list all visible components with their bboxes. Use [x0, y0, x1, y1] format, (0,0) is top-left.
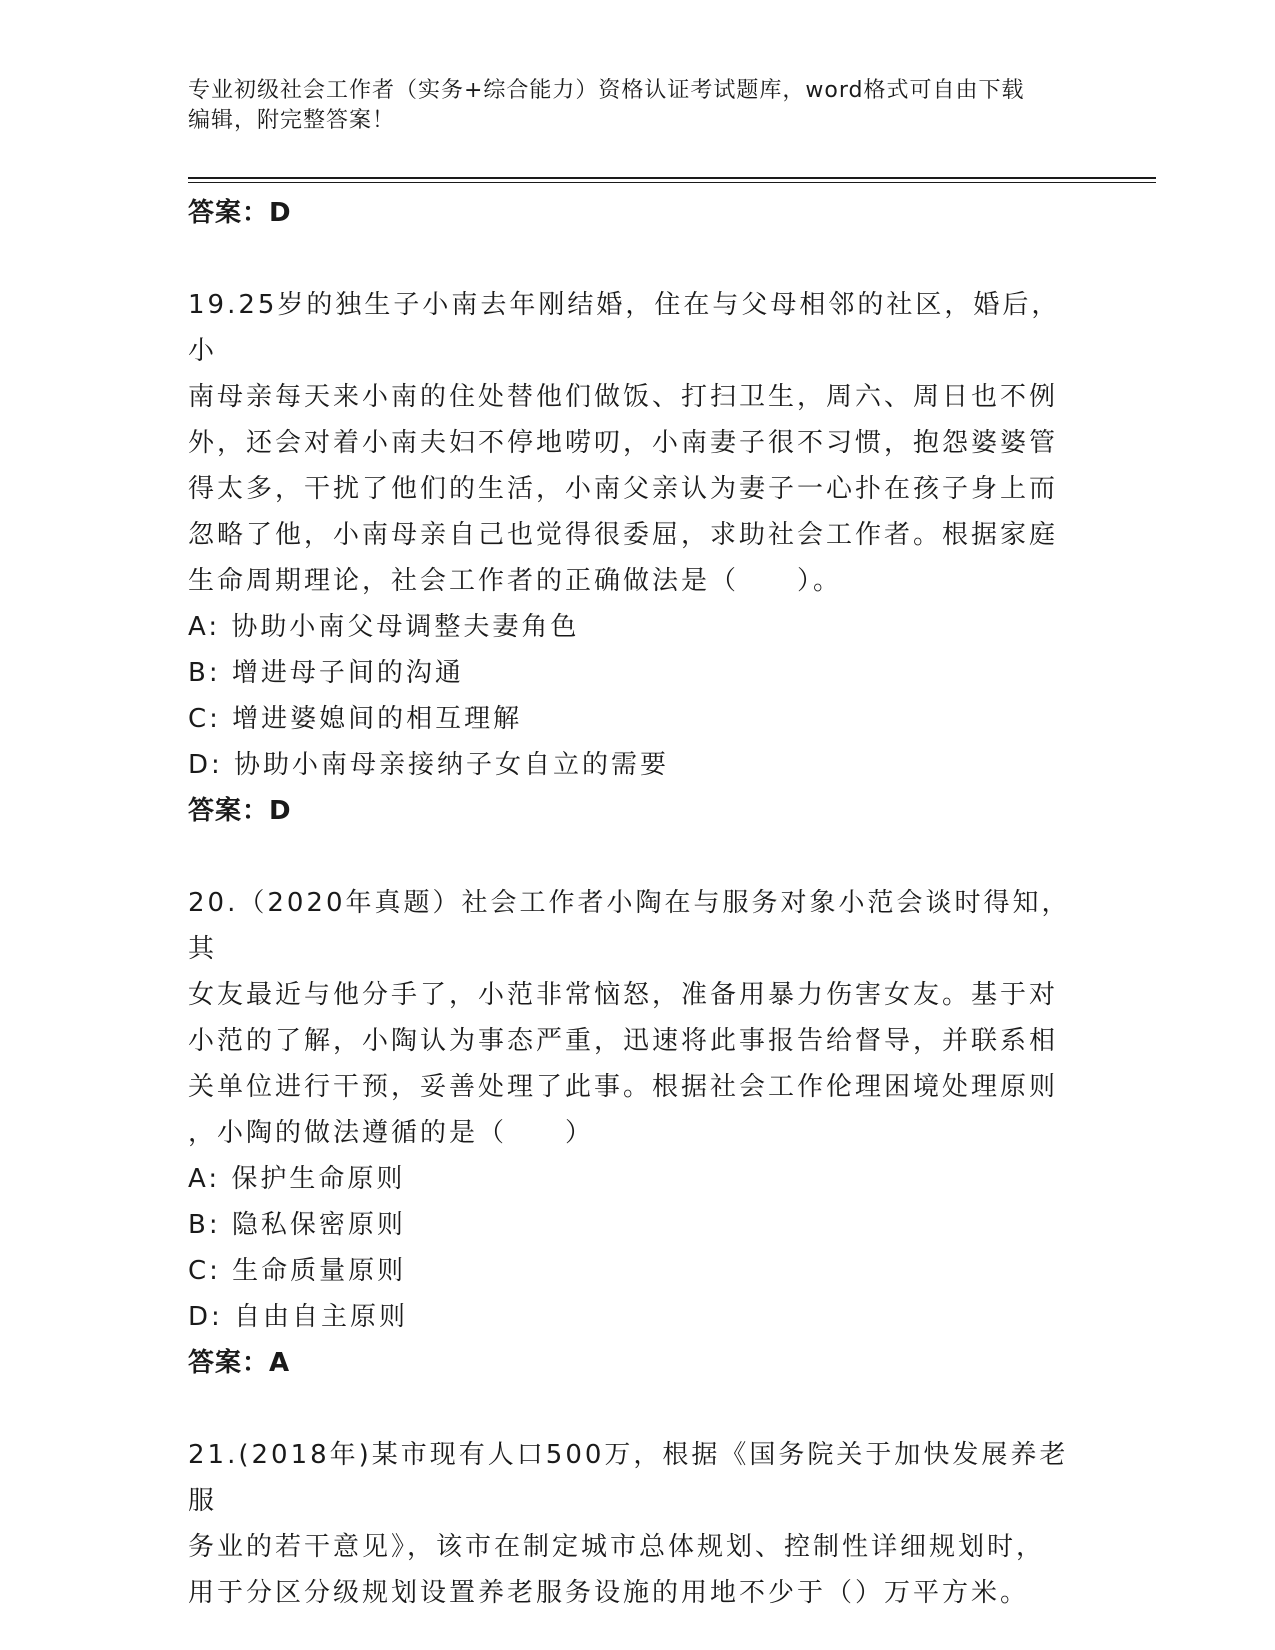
page-header	[188, 76, 1088, 136]
page-content	[188, 190, 1088, 1616]
answer-line: 答案：D	[188, 198, 292, 228]
question-20	[188, 880, 1088, 1386]
stem-line: 小范的了解，小陶认为事态严重，迅速将此事报告给督导，并联系相	[188, 1026, 1059, 1056]
question-stem	[188, 282, 1088, 604]
question-19	[188, 282, 1088, 834]
answer-line: 答案：A	[188, 1348, 291, 1378]
stem-line: 女友最近与他分手了，小范非常恼怒，准备用暴力伤害女友。基于对	[188, 980, 1059, 1010]
header-line-1: 专业初级社会工作者（实务+综合能力）资格认证考试题库，word格式可自由下载	[188, 78, 1025, 103]
stem-line: 20.（2020年真题）社会工作者小陶在与服务对象小范会谈时得知，其	[188, 888, 1071, 964]
stem-line: 生命周期理论，社会工作者的正确做法是（ ）。	[188, 566, 843, 596]
answer-line: 答案：D	[188, 796, 292, 826]
header-line-2: 编辑，附完整答案！	[188, 108, 396, 133]
stem-line: ，小陶的做法遵循的是（ ）	[188, 1118, 595, 1148]
stem-line: 19.25岁的独生子小南去年刚结婚，住在与父母相邻的社区，婚后，小	[188, 290, 1061, 366]
option-d: D: 自由自主原则	[188, 1302, 409, 1332]
stem-line: 得太多，干扰了他们的生活，小南父亲认为妻子一心扑在孩子身上而	[188, 474, 1059, 504]
option-d: D: 协助小南母亲接纳子女自立的需要	[188, 750, 670, 780]
question-21	[188, 1432, 1088, 1616]
header-divider-thin	[188, 182, 1156, 183]
option-a: A: 保护生命原则	[188, 1164, 406, 1194]
stem-line: 关单位进行干预，妥善处理了此事。根据社会工作伦理困境处理原则	[188, 1072, 1059, 1102]
stem-line: 用于分区分级规划设置养老服务设施的用地不少于（）万平方米。	[188, 1578, 1030, 1608]
option-c: C: 生命质量原则	[188, 1256, 407, 1286]
header-divider-thick	[188, 177, 1156, 179]
question-stem	[188, 1432, 1088, 1616]
option-a: A: 协助小南父母调整夫妻角色	[188, 612, 580, 642]
option-b: B: 增进母子间的沟通	[188, 658, 464, 688]
stem-line: 忽略了他，小南母亲自己也觉得很委屈，求助社会工作者。根据家庭	[188, 520, 1059, 550]
stem-line: 外，还会对着小南夫妇不停地唠叨，小南妻子很不习惯，抱怨婆婆管	[188, 428, 1059, 458]
stem-line: 21.(2018年)某市现有人口500万，根据《国务院关于加快发展养老服	[188, 1440, 1069, 1516]
option-c: C: 增进婆媳间的相互理解	[188, 704, 523, 734]
stem-line: 南母亲每天来小南的住处替他们做饭、打扫卫生，周六、周日也不例	[188, 382, 1059, 412]
stem-line: 务业的若干意见》，该市在制定城市总体规划、控制性详细规划时，	[188, 1532, 1046, 1562]
option-b: B: 隐私保密原则	[188, 1210, 406, 1240]
question-stem	[188, 880, 1088, 1156]
